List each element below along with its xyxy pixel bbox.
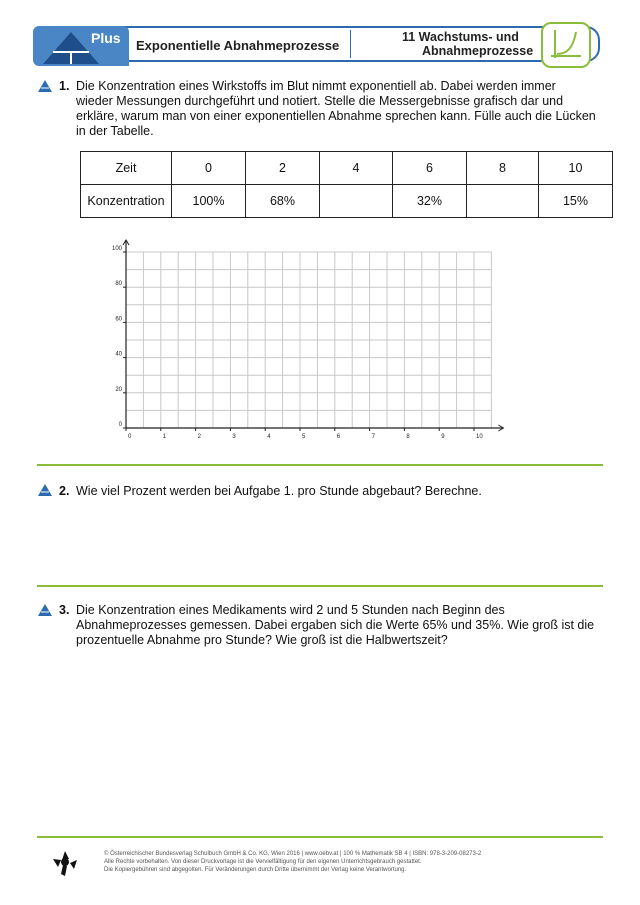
section-divider <box>37 464 603 466</box>
exponential-graph-icon <box>541 22 591 68</box>
x-tick-label: 1 <box>162 434 167 440</box>
x-tick-label: 3 <box>232 434 236 440</box>
table-cell: 0 <box>172 152 246 185</box>
x-tick-label: 8 <box>406 434 410 440</box>
table-cell: 4 <box>320 152 393 185</box>
task-level-icon <box>38 80 52 92</box>
footer-line-3: Die Kopiergebühren sind abgegolten. Für Veränderungen durch Dritte übernimmt der Verlag keine Verantwortung. <box>104 867 407 873</box>
section-divider <box>37 585 603 587</box>
task-level-icon <box>38 604 52 616</box>
table-cell: 6 <box>393 152 467 185</box>
table-row-time <box>81 152 613 185</box>
task-2-number: 2. <box>59 484 70 498</box>
x-tick-label: 4 <box>267 434 271 440</box>
section-divider <box>37 836 603 838</box>
publisher-logo-icon <box>50 848 80 878</box>
worksheet-title: Exponentielle Abnahmeprozesse <box>136 38 340 53</box>
table-cell-blank[interactable] <box>320 185 393 218</box>
y-tick-label: 60 <box>115 316 122 323</box>
table-cell: 10 <box>539 152 613 185</box>
x-tick-label: 9 <box>441 434 445 440</box>
table-row-concentration <box>81 185 613 218</box>
footer-line-1: © Österreichischer Bundesverlag Schulbuch GmbH & Co. KG, Wien 2016 | www.oebv.at | 100 % Mathematik SB 4 | ISBN: 978-3-209-08273-2 <box>104 851 482 857</box>
task-3-number: 3. <box>59 603 70 617</box>
x-tick-label: 0 <box>128 434 132 440</box>
y-tick-label: 40 <box>115 351 122 358</box>
table-cell: 32% <box>393 185 467 218</box>
x-tick-label: 5 <box>302 434 306 440</box>
chapter-line-2: Abnahmeprozesse <box>422 44 534 58</box>
chapter-label <box>402 30 542 58</box>
y-tick-label: 100 <box>111 246 122 252</box>
y-tick-label: 0 <box>118 422 122 428</box>
x-tick-label: 2 <box>197 434 201 440</box>
table-cell: 8 <box>467 152 539 185</box>
plus-logo <box>33 26 129 66</box>
footer-line-2: Alle Rechte vorbehalten. Von dieser Druckvorlage ist die Vervielfältigung für den eigenen Unterrichtsgebrauch gestattet. <box>104 859 422 865</box>
table-cell: 100% <box>172 185 246 218</box>
header-separator <box>350 30 351 58</box>
y-tick-label: 80 <box>115 281 122 288</box>
table-header-time: Zeit <box>81 152 172 185</box>
chapter-line-1: 11 Wachstums- und <box>402 30 519 44</box>
table-cell: 68% <box>246 185 320 218</box>
table-cell: 15% <box>539 185 613 218</box>
task-1-number: 1. <box>59 79 70 93</box>
x-tick-label: 7 <box>371 434 375 440</box>
task-level-icon <box>38 484 52 496</box>
table-cell-blank[interactable] <box>467 185 539 218</box>
footer-copyright <box>104 850 564 874</box>
logo-text: Plus <box>91 30 121 46</box>
x-tick-label: 6 <box>336 434 341 440</box>
task-2-text: Wie viel Prozent werden bei Aufgabe 1. pro Stunde abgebaut? Berechne. <box>76 484 482 498</box>
task-3-text: Die Konzentration eines Medikaments wird 2 und 5 Stunden nach Beginn des Abnahmeprozesses gemessen. Dabei ergaben sich die Werte 65% und 35%. Wie groß ist die prozentuelle Abnahme pro Stunde? Wie groß ist die Halbwertszeit? <box>76 603 595 647</box>
data-table <box>80 151 613 218</box>
task-1-text: Die Konzentration eines Wirkstoffs im Blut nimmt exponentiell ab. Dabei werden immer wieder Messungen durchgeführt und notiert. Stelle die Messergebnisse grafisch dar und erkläre, warum man von einer exponentiellen Abnahme sprechen kann. Fülle auch die Lücken in der Tabelle. <box>76 79 596 138</box>
table-cell: 2 <box>246 152 320 185</box>
x-tick-label: 10 <box>476 434 483 440</box>
table-header-concentration: Konzentration <box>81 185 172 218</box>
y-tick-label: 20 <box>115 386 122 393</box>
coordinate-grid <box>100 222 510 447</box>
